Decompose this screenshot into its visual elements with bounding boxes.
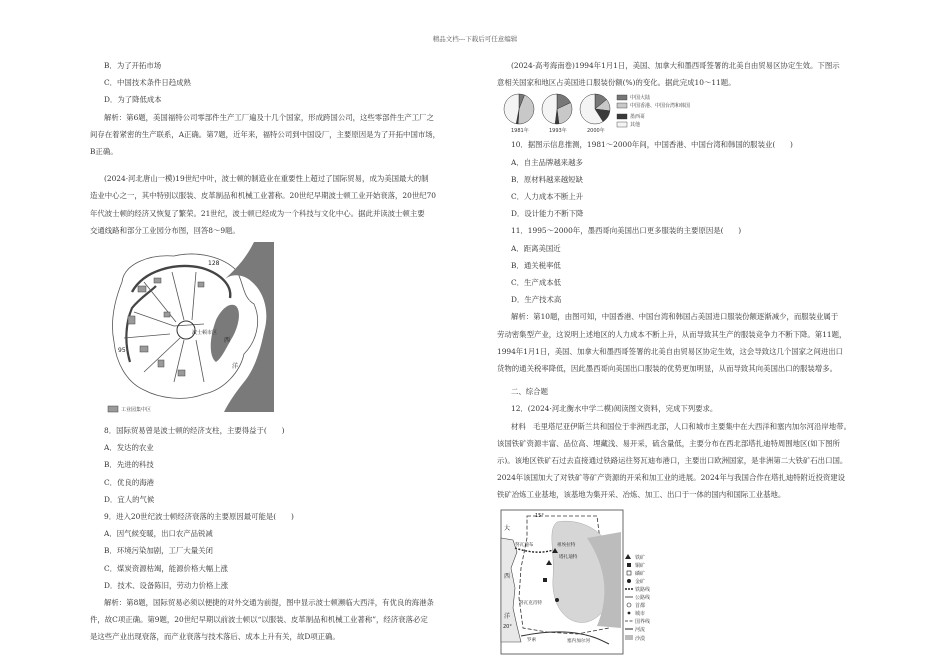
analysis-line: 1994年1月1日，美国、加拿大和墨西哥签署的北美自由贸易区协定生效，这会导致这几个国家之间进出口 <box>497 346 844 356</box>
analysis-line: 是这些产业出现衰落，而产业衰落与技术落后、成本上升有关，故D项正确。 <box>90 632 340 642</box>
option-line: C．优良的海港 <box>104 477 154 487</box>
passage-line: 年代波士顿的经济又恢复了繁荣。21世纪，波士顿已经成为一个科技与文化中心。据此并读波士顿主要 <box>90 208 425 218</box>
option-line: B．原材料越来越短缺 <box>511 174 583 184</box>
ocean-label-2: 西 <box>504 572 511 580</box>
option-line: B．为了开拓市场 <box>104 61 162 70</box>
legend-label: 墨西哥 <box>630 114 646 121</box>
option-line: A．自主品牌越来越多 <box>511 157 583 167</box>
pie-year-label: 1981年 <box>511 128 529 135</box>
option-line: D．宜人的气候 <box>104 494 155 504</box>
pie-1993 <box>542 94 572 124</box>
option-line: C．人力成本不断上升 <box>511 192 584 202</box>
option-line: A．距离美国近 <box>511 243 561 253</box>
right-column <box>497 57 882 656</box>
pie-slice-3 <box>504 94 519 124</box>
analysis-line: 间存在着紧密的生产联系，A正确。第7题，近年来，福特公司到中国设厂，主要原因是为了开拓中国市场， <box>90 129 441 139</box>
route-95-label: 95 <box>118 347 126 355</box>
question-line: 9．进入20世纪波士顿经济衰落的主要原因最可能是( ) <box>104 512 294 522</box>
legend-label: 城市 <box>635 610 646 617</box>
option-line: D．生产技术高 <box>511 295 562 305</box>
question-line: 8．国际贸易曾是波士顿的经济支柱，主要得益于( ) <box>104 426 285 436</box>
legend-swatch <box>617 103 627 108</box>
legend-label: 河流 <box>635 626 646 633</box>
pie-year-label: 1993年 <box>549 128 567 135</box>
legend-label: 铜矿 <box>635 562 646 569</box>
boston-label: 波士顿市区 <box>192 330 218 337</box>
material-line: 铁矿冶炼工业基地，该基地为集开采、冶炼、加工、出口于一体的国内和国际工业基地。 <box>497 490 786 500</box>
city-label: 祖埃拉特 <box>557 542 576 548</box>
material-line: 材料 毛里塔尼亚伊斯兰共和国位于非洲西北部，人口和城市主要集中在大西洋和塞内加尔河沿岸地带。 <box>511 421 851 431</box>
section-title: 二、综合题 <box>511 387 548 397</box>
option-line: D．设计能力不断下降 <box>511 209 584 219</box>
material-line: 2024年该国加大了对铁矿等矿产资源的开采和加工业的进展。2024年与我国合作在塔扎迪特附近投资建设 <box>497 473 846 483</box>
legend-label: 沙漠 <box>635 635 646 642</box>
ocean-label-1: 大 <box>504 524 511 532</box>
legend-label: 中国大陆 <box>630 95 651 102</box>
question-line: 12．(2024·河北衡水中学二模)阅读图文资料，完成下列要求。 <box>511 404 718 414</box>
option-line: B．环境污染加剧，工厂大量关闭 <box>104 546 213 556</box>
material-line: 示)。该地区铁矿石过去直接通过铁路运往努瓦迪布港口，主要出口欧洲国家，是非洲第二大铁矿石出口国。 <box>497 456 848 466</box>
option-line: A．因气候变暖，出口农产品锐减 <box>104 529 213 539</box>
option-line: C．煤炭资源枯竭，能源价格大幅上涨 <box>104 563 228 573</box>
legend-label: 磷矿 <box>635 570 646 577</box>
material-line: 该国铁矿资源丰富、品位高、埋藏浅、易开采，硫含量低，主要分布在西北部塔扎迪特周围地区(如下图所 <box>497 438 840 448</box>
legend-swatch <box>617 114 627 119</box>
sea-label-3: 洋 <box>232 363 239 371</box>
option-line: C．中国技术条件日趋成熟 <box>104 78 191 88</box>
passage-line: (2024·高考海南卷)1994年1月1日，美国、加拿大和墨西哥签署的北美自由贸易区协定生效。下图示 <box>511 61 840 70</box>
analysis-line: 货物的通关税率降低，因此墨西哥向美国出口服装的优势更加明显，从而导致其向美国出口的服装增多。 <box>497 364 837 374</box>
option-line: D．为了降低成本 <box>104 95 162 105</box>
option-line: D．技术、设备陈旧，劳动力价格上涨 <box>104 580 229 590</box>
legend-label: 工业园集中区 <box>121 407 152 414</box>
pie-2000 <box>580 94 610 124</box>
left-column <box>90 57 460 646</box>
mauritania-map-figure <box>497 508 667 656</box>
legend-label: 金矿 <box>635 578 646 585</box>
lon-label: 15° <box>535 512 544 519</box>
capital-label: 努瓦克肖特 <box>519 600 542 606</box>
boston-map-figure <box>104 242 274 420</box>
analysis-line: 解析：第6题，美国福特公司零部件生产工厂遍及十几个国家，形成跨国公司，这些零部件生产工厂之 <box>104 112 434 122</box>
analysis-line: 劳动密集型产业，这说明上述地区的人力成本不断上升，从而导致其生产的服装竞争力不断下降。第11题， <box>497 329 847 339</box>
route-128-label: 128 <box>208 260 220 268</box>
sea-label-1: 大 <box>244 299 251 307</box>
legend-swatch <box>108 406 118 412</box>
passage-line: 交通线路和部分工业园分布图，回答8～9题。 <box>90 225 240 235</box>
legend-swatch <box>617 95 627 100</box>
river-label: 塞内加尔河 <box>567 638 590 644</box>
option-line: C．生产成本低 <box>511 278 561 288</box>
ocean-label-3: 洋 <box>504 612 511 620</box>
analysis-line: B正确。 <box>90 147 118 157</box>
legend-label: 中国香港、中国台湾和韩国 <box>630 103 691 110</box>
sea-label-2: 西 <box>224 337 231 345</box>
analysis-line: 解析：第10题，由图可知，中国香港、中国台湾和韩国占美国进口服装份额逐渐减少，而服装业属于 <box>511 312 839 322</box>
pie-1981 <box>504 94 534 124</box>
passage-line: 意相关国家和地区占美国进口服装份额(%)的变化。据此完成10～11题。 <box>497 78 736 88</box>
question-line: 10．据图示信息推测，1981～2000年间，中国香港、中国台湾和韩国的服装业( ) <box>511 140 793 150</box>
legend-label: 国界线 <box>635 618 651 625</box>
pie-chart-figure <box>497 92 697 134</box>
legend-label: 铁矿 <box>635 554 646 561</box>
city-label: 努瓦迪布 <box>515 542 534 548</box>
option-line: A．发达的农业 <box>104 443 154 453</box>
page-header: 精品文档---下载后可任意编辑 <box>432 35 518 43</box>
option-line: B．先进的科技 <box>104 460 154 470</box>
question-line: 11．1995～2000年，墨西哥向美国出口更多服装的主要原因是( ) <box>511 226 742 236</box>
passage-line: (2024·河北唐山一模)19世纪中叶，波士顿的制造业在重要性上超过了国际贸易，成为美国最大的制 <box>104 174 429 184</box>
city-label: 罗索 <box>527 637 537 643</box>
city-label: 塔扎迪特 <box>559 554 578 560</box>
passage-line: 造业中心之一，其中特别以服装、皮革制品和机械工业著称。20世纪早期波士顿工业开始衰落，20世纪70 <box>90 191 437 201</box>
legend-label: 铁路线 <box>635 586 651 593</box>
pie-year-label: 2000年 <box>587 128 605 135</box>
analysis-line: 件，故C项正确。第9题，20世纪早期以前波士顿以“以服装、皮革制品和机械工业著称”，经济衰落必定 <box>90 615 428 625</box>
pie-slice-3 <box>542 94 557 124</box>
legend-label: 其他 <box>630 122 641 129</box>
analysis-line: 解析：第8题，国际贸易必须以便捷的对外交通为前提，图中显示波士顿濒临大西洋，有优良的海港条 <box>104 598 434 608</box>
legend-swatch <box>617 122 627 127</box>
option-line: B．通关税率低 <box>511 260 561 270</box>
legend-label: 首都 <box>635 602 646 609</box>
lat-label: 20° <box>503 623 512 630</box>
legend-label: 公路线 <box>635 594 651 601</box>
